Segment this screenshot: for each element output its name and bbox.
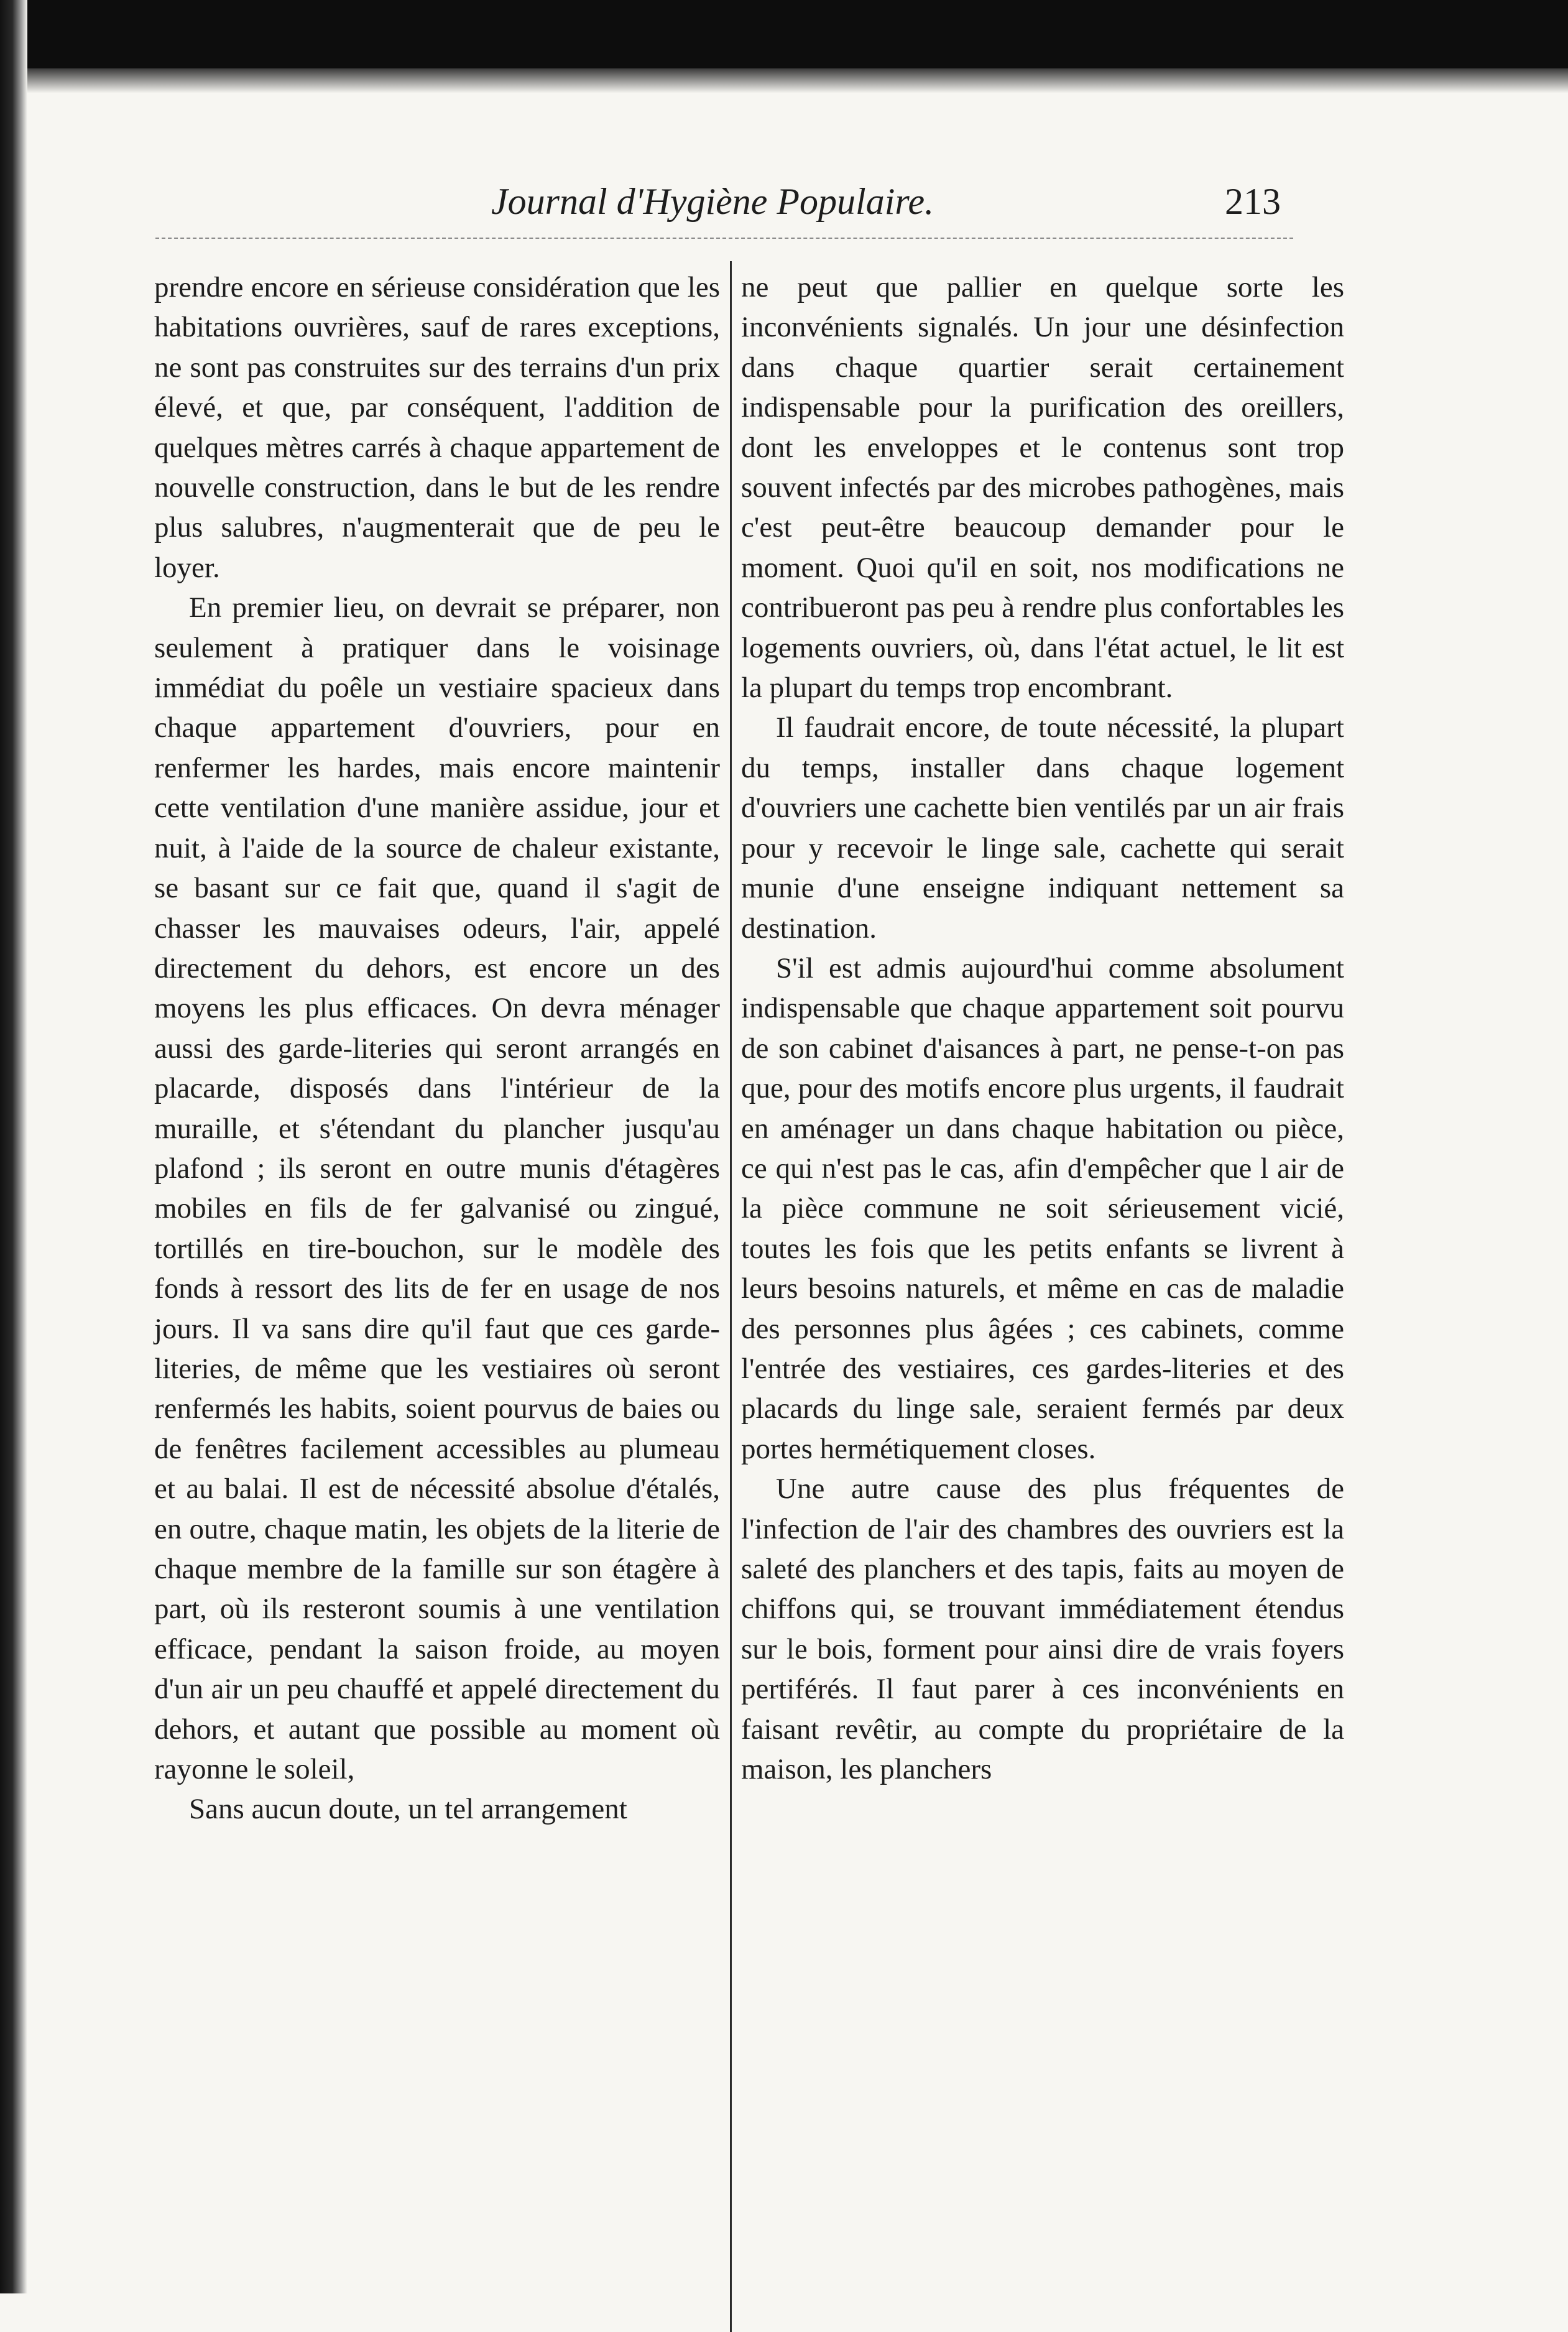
right-column [741,267,1344,2276]
paragraph: prendre encore en sérieuse considération que les habitations ouvrières, sauf de rares exceptions, ne sont pas construites sur des terrains d'un prix élevé, et que, par conséquent, l'addition de quelques mètres carrés à chaque appartement de nouvelle construction, dans le but de les rendre plus salubres, n'augmenterait que de peu le loyer. [154,271,720,584]
scan-top-band [0,0,1568,68]
running-title: Journal d'Hygiène Populaire. [491,181,934,222]
page-number: 213 [1225,181,1281,222]
paragraph: Sans aucun doute, un tel arrangement [189,1793,627,1826]
header-rule [155,238,1293,239]
left-column [154,267,720,2276]
scan-left-edge [0,0,27,2293]
paragraph: Il faudrait encore, de toute nécessité, la plupart du temps, installer dans chaque logement d'ouvriers une cachette bien ventilés par un air frais pour y recevoir le linge sale, cachette qui serait munie d'une enseigne indiquant nettement sa destination. [741,711,1344,945]
paragraph: En premier lieu, on devrait se préparer, non seulement à pratiquer dans le voisinage immédiat du poêle un vestiaire spacieux dans chaque appartement d'ouvriers, pour en renfermer les hardes, mais encore maintenir cette ventilation d'une manière assidue, jour et nuit, à l'aide de la source de chaleur existante, se basant sur ce fait que, quand il s'agit de chasser les mauvaises odeurs, l'air, appelé directement du dehors, est encore un des moyens les plus efficaces. On devra ménager aussi des garde-literies qui seront arrangés en placarde, disposés dans l'intérieur de la muraille, et s'étendant du plancher jusqu'au plafond ; ils seront en outre munis d'étagères mobiles en fils de fer galvanisé ou zingué, tortillés en tire-bouchon, sur le modèle des fonds à ressort des lits de fer en usage de nos jours. Il va sans dire qu'il faut que ces garde-literies, de même que les vestiaires où seront renfermés les habits, soient pourvus de baies ou de fenêtres facilement accessibles au plumeau et au balai. Il est de nécessité absolue d'étalés, en outre, chaque matin, les objets de la literie de chaque membre de la famille sur son étagère à part, où ils resteront soumis à une ventilation efficace, pendant la saison froide, au moyen d'un air un peu chauffé et appelé directement du dehors, et autant que possible au moment où rayonne le soleil, [154,591,720,1786]
paragraph: ne peut que pallier en quelque sorte les inconvénients signalés. Un jour une désinfection dans chaque quartier serait certainement indispensable pour la purification des oreillers, dont les enveloppes et le contenus sont trop souvent infectés par des microbes pathogènes, mais c'est peut-être beaucoup demander pour le moment. Quoi qu'il en soit, nos modifications ne contribueront pas peu à rendre plus confortables les logements ouvriers, où, dans l'état actuel, le lit est la plupart du temps trop encombrant. [741,271,1344,705]
page-header [491,180,1281,236]
scan-top-shadow [0,68,1568,93]
column-divider [730,261,732,2332]
paragraph: S'il est admis aujourd'hui comme absolument indispensable que chaque appartement soit pourvu de son cabinet d'aisances à part, ne pense-t-on pas que, pour des motifs encore plus urgents, il faudrait en aménager un dans chaque habitation ou pièce, ce qui n'est pas le cas, afin d'empêcher que l air de la pièce commune ne soit sérieusement vicié, toutes les fois que les petits enfants se livrent à leurs besoins naturels, et même en cas de maladie des personnes plus âgées ; ces cabinets, comme l'entrée des vestiaires, ces gardes-literies et des placards du linge sale, seraient fermés par deux portes hermétiquement closes. [741,951,1344,1465]
paragraph: Une autre cause des plus fréquentes de l'infection de l'air des chambres des ouvriers est la saleté des planchers et des tapis, faits au moyen de chiffons qui, se trouvant immédiatement étendus sur le bois, forment pour ainsi dire de vrais foyers pertiférés. Il faut parer à ces inconvénients en faisant revêtir, au compte du propriétaire de la maison, les planchers [741,1473,1344,1786]
